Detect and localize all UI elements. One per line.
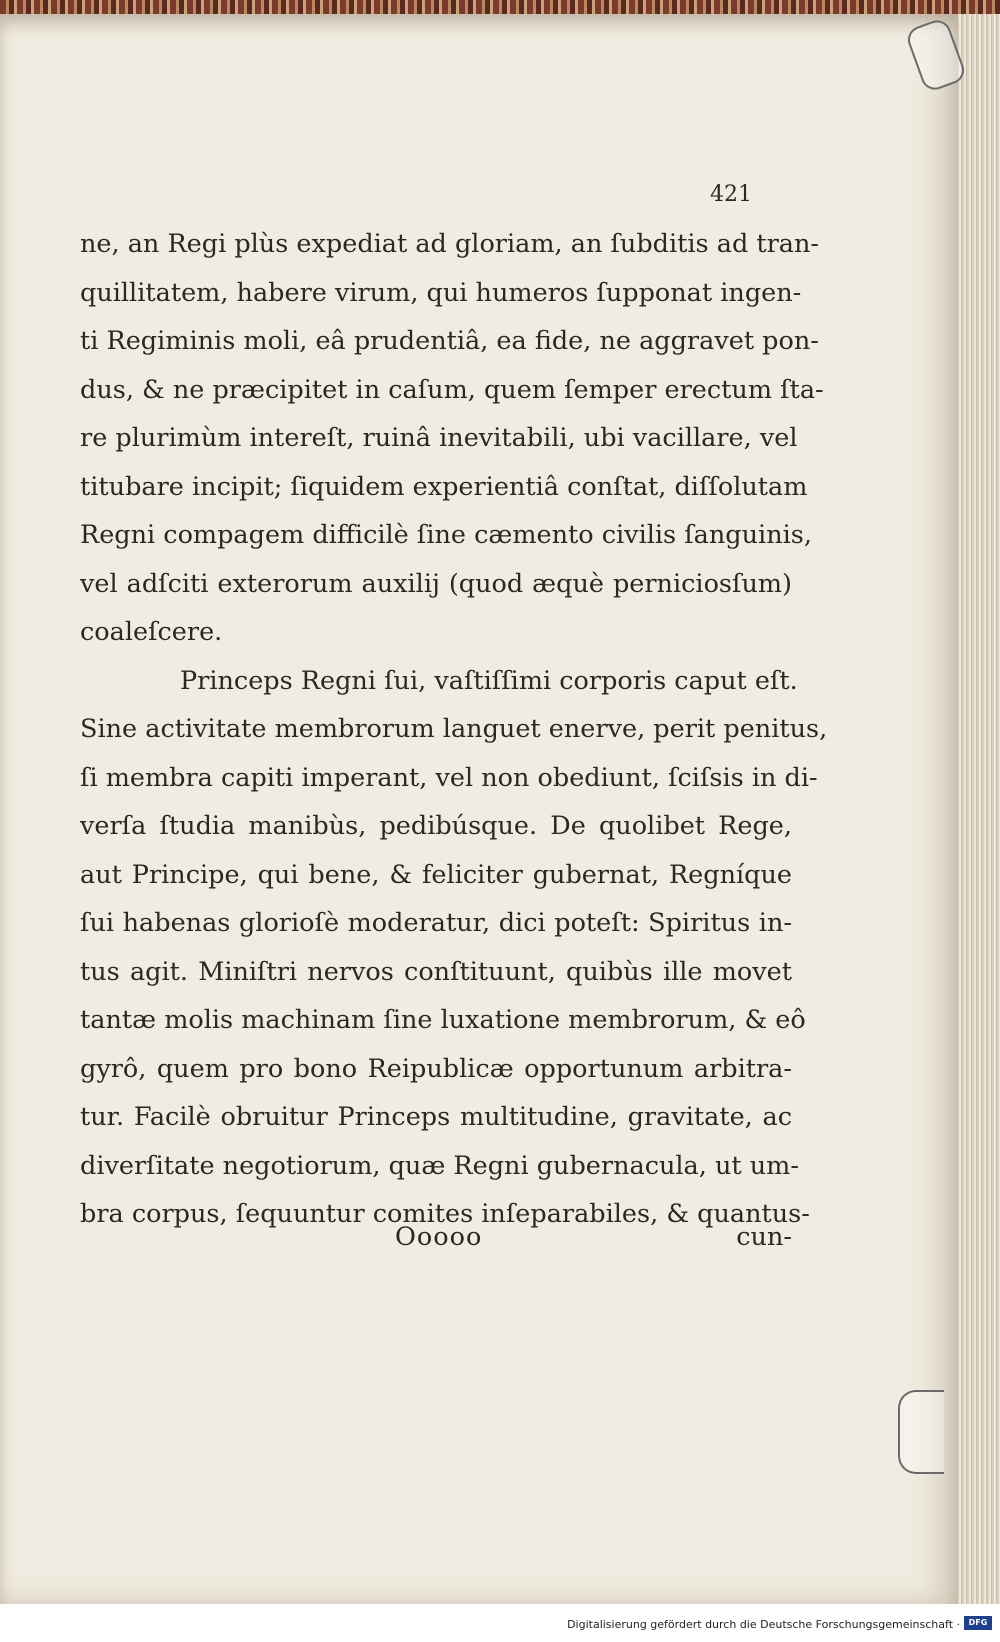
paragraph-start-line: Princeps Regni ſui, vaſtiſſimi corporis caput eſt. — [180, 665, 798, 696]
text-line: ne, an Regi plùs expediat ad gloriam, an ſubditis ad tran- — [80, 229, 820, 259]
funding-credit: Digitalisierung gefördert durch die Deutsche Forschungsgemeinschaft · — [567, 1618, 960, 1631]
text-line: diverſitate negotiorum, quæ Regni gubernacula, ut um- — [80, 1150, 799, 1181]
dfg-logo-icon: DFG — [964, 1616, 992, 1630]
text-line: tantæ molis machinam ſine luxatione membrorum, & eô — [80, 1005, 806, 1035]
text-line: bra corpus, ſequuntur comites inſeparabiles, & quantus- — [80, 1199, 810, 1229]
text-line: ti Regiminis moli, eâ prudentiâ, ea fide, ne aggravet pon- — [80, 326, 819, 356]
paragraph-end-line: coaleſcere. — [80, 617, 223, 647]
text-line: titubare incipit; ſiquidem experientiâ conſtat, diſſolutam — [80, 471, 808, 502]
text-line: vel adſciti exterorum auxilij (quod æquè perniciosſum) — [80, 568, 792, 599]
text-line: Regni compagem difficilè ſine cæmento civilis ſanguinis, — [80, 520, 812, 550]
digitization-footer — [0, 1604, 1000, 1642]
signature-mark: Ooooo — [395, 1222, 483, 1252]
text-line: gyrô, quem pro bono Reipublicæ opportunum arbitra- — [80, 1053, 792, 1084]
text-line: ſui habenas glorioſè moderatur, dici poteſt: Spiritus in- — [80, 908, 792, 938]
text-line: Sine activitate membrorum languet enerve, perit penitus, — [80, 714, 828, 744]
text-line: ſi membra capiti imperant, vel non obediunt, ſciſsis in di- — [80, 762, 818, 793]
page-number: 421 — [710, 182, 752, 207]
text-line: verſa ſtudia manibùs, pedibúsque. De quolibet Rege, — [80, 811, 792, 841]
page-foot — [80, 1222, 792, 1266]
book-page — [0, 14, 958, 1604]
text-line: aut Principe, qui bene, & feliciter gubernat, Regníque — [80, 859, 792, 890]
text-line: dus, & ne præcipitet in caſum, quem ſemper erectum ſta- — [80, 374, 824, 405]
catchword: cun- — [736, 1222, 792, 1252]
text-line: tus agit. Miniſtri nervos conſtituunt, quibùs ille movet — [80, 956, 792, 987]
text-line: tur. Facilè obruitur Princeps multitudine, gravitate, ac — [80, 1102, 792, 1132]
page-clip-icon — [898, 1390, 944, 1474]
page-text — [80, 220, 828, 1239]
text-line: quillitatem, habere virum, qui humeros ſupponat ingen- — [80, 277, 802, 308]
text-line: re plurimùm intereſt, ruinâ inevitabili, ubi vacillare, vel — [80, 423, 798, 453]
